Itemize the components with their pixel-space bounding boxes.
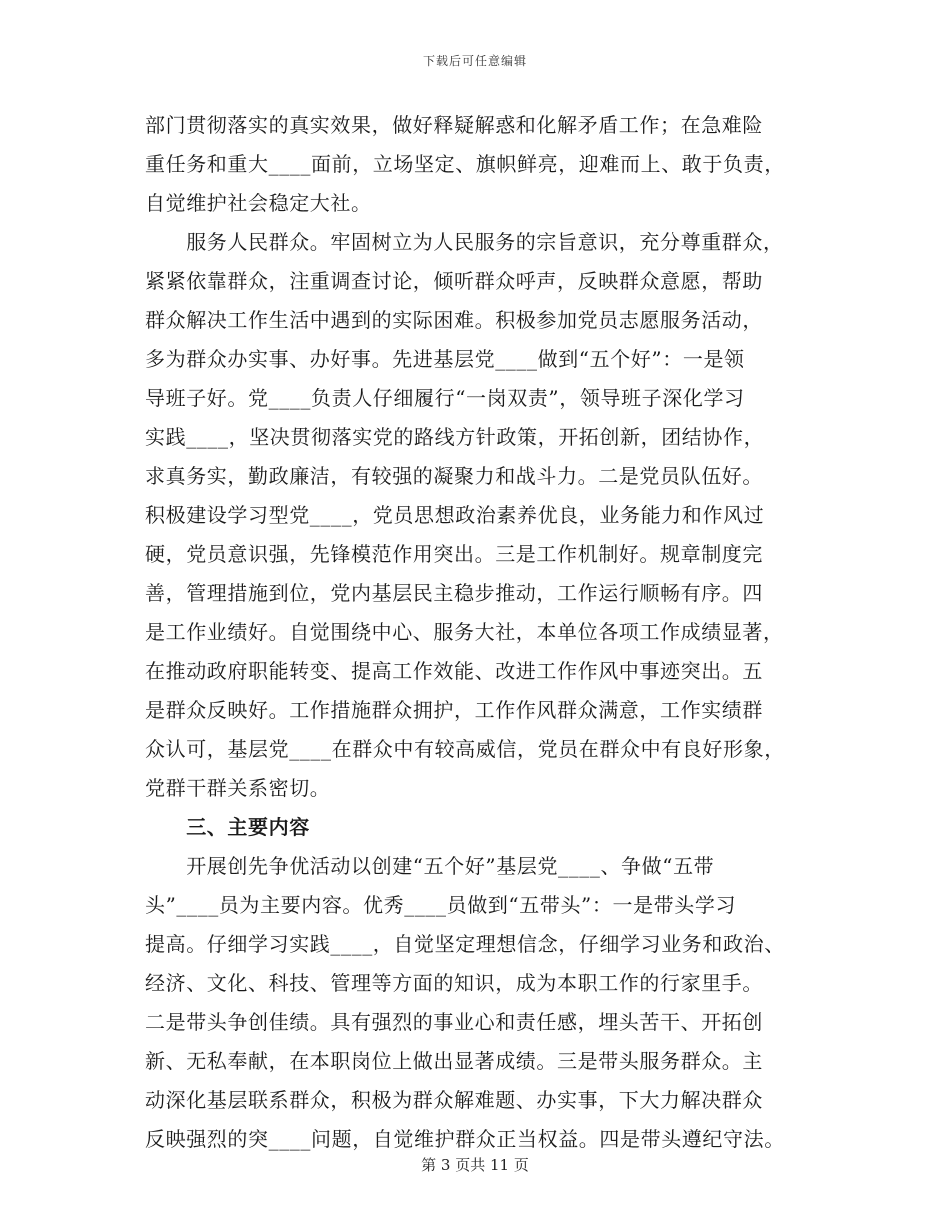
text-line: 善，管理措施到位，党内基层民主稳步推动，工作运行顺畅有序。四 (145, 581, 763, 605)
section-heading: 三、主要内容 (145, 815, 310, 839)
text-line: 导班子好。党____负责人仔细履行“一岗双责”，领导班子深化学习 (145, 386, 745, 410)
text-line: 自觉维护社会稳定大社。 (145, 191, 372, 215)
page-header: 下载后可任意编辑 (422, 54, 527, 68)
text-line: 是群众反映好。工作措施群众拥护，工作作风群众满意，工作实绩群 (145, 698, 763, 722)
text-line: 头”____员为主要内容。优秀____员做到“五带头”：一是带头学习 (145, 893, 737, 917)
text-line: 二是带头争创佳绩。具有强烈的事业心和责任感，埋头苦干、开拓创 (145, 1010, 763, 1034)
paragraph-start-line: 服务人民群众。牢固树立为人民服务的宗旨意识，充分尊重群众， (145, 230, 784, 254)
text-line: 重任务和重大____面前，立场坚定、旗帜鲜亮，迎难而上、敢于负责， (145, 152, 785, 176)
text-line: 提高。仔细学习实践____，自觉坚定理想信念，仔细学习业务和政治、 (145, 932, 785, 956)
text-line: 动深化基层联系群众，积极为群众解难题、办实事，下大力解决群众 (145, 1088, 763, 1112)
text-line: 求真务实，勤政廉洁，有较强的凝聚力和战斗力。二是党员队伍好。 (145, 464, 763, 488)
text-line: 众认可，基层党____在群众中有较高威信，党员在群众中有良好形象， (145, 737, 785, 761)
text-line: 群众解决工作生活中遇到的实际困难。积极参加党员志愿服务活动， (145, 308, 763, 332)
text-line: 硬，党员意识强，先锋模范作用突出。三是工作机制好。规章制度完 (145, 542, 763, 566)
paragraph-start-line: 开展创先争优活动以创建“五个好”基层党____、争做“五带 (145, 854, 715, 878)
text-line: 在推动政府职能转变、提高工作效能、改进工作作风中事迹突出。五 (145, 659, 763, 683)
text-line: 实践____，坚决贯彻落实党的路线方针政策，开拓创新，团结协作， (145, 425, 765, 449)
text-line: 积极建设学习型党____，党员思想政治素养优良，业务能力和作风过 (145, 503, 765, 527)
text-line: 经济、文化、科技、管理等方面的知识，成为本职工作的行家里手。 (145, 971, 763, 995)
text-line: 紧紧依靠群众，注重调查讨论，倾听群众呼声，反映群众意愿，帮助 (145, 269, 763, 293)
document-body (145, 106, 815, 1159)
text-line: 多为群众办实事、办好事。先进基层党____做到“五个好”：一是领 (145, 347, 745, 371)
page-footer: 第 3 页共 11 页 (421, 1156, 529, 1174)
text-line: 部门贯彻落实的真实效果，做好释疑解惑和化解矛盾工作；在急难险 (145, 113, 763, 137)
text-line: 新、无私奉献，在本职岗位上做出显著成绩。三是带头服务群众。主 (145, 1049, 763, 1073)
text-line: 反映强烈的突____问题，自觉维护群众正当权益。四是带头遵纪守法。 (145, 1127, 785, 1151)
text-line: 党群干群关系密切。 (145, 776, 331, 800)
text-line: 是工作业绩好。自觉围绕中心、服务大社，本单位各项工作成绩显著， (145, 620, 784, 644)
